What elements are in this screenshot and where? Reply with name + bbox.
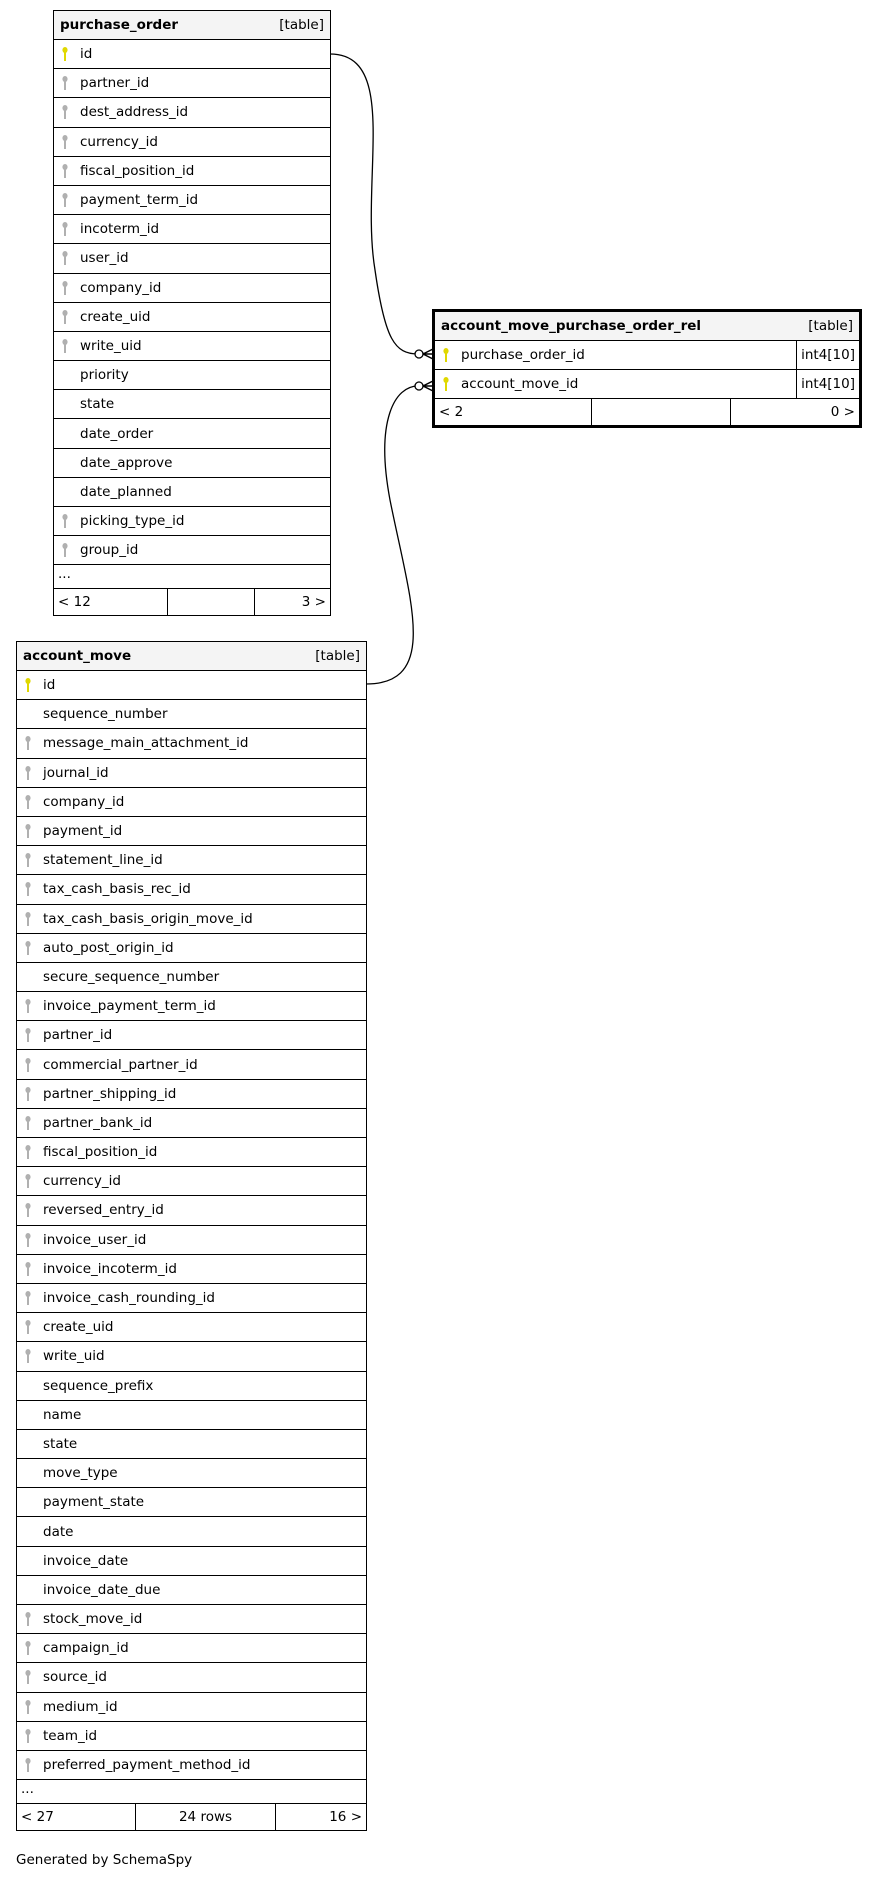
- foreign-key-icon: [54, 542, 76, 558]
- foreign-key-icon: [17, 1290, 39, 1306]
- column-row[interactable]: [17, 1517, 366, 1546]
- column-name: invoice_date_due: [43, 1581, 161, 1598]
- foreign-key-icon: [54, 221, 76, 237]
- foreign-key-icon: [17, 1728, 39, 1744]
- column-name: account_move_id: [461, 376, 579, 393]
- column-row[interactable]: [17, 1430, 366, 1459]
- zero-many-marker: [415, 382, 423, 390]
- column-row[interactable]: [54, 507, 330, 536]
- column-row[interactable]: [17, 1226, 366, 1255]
- table-header[interactable]: [54, 11, 330, 40]
- column-name: source_id: [43, 1669, 107, 1686]
- column-row[interactable]: [17, 963, 366, 992]
- table-kind: [table]: [315, 648, 360, 664]
- column-name: write_uid: [43, 1348, 105, 1365]
- column-row[interactable]: [17, 1488, 366, 1517]
- column-name: sequence_prefix: [43, 1377, 154, 1394]
- column-row[interactable]: [17, 1693, 366, 1722]
- column-row[interactable]: [17, 1255, 366, 1284]
- column-name: partner_bank_id: [43, 1114, 153, 1131]
- foreign-key-icon: [17, 794, 39, 810]
- table-kind: [table]: [808, 318, 853, 334]
- row-count: 24 rows: [136, 1804, 276, 1830]
- column-name: partner_shipping_id: [43, 1085, 177, 1102]
- column-row[interactable]: [17, 1138, 366, 1167]
- column-row[interactable]: [17, 934, 366, 963]
- column-row[interactable]: [54, 303, 330, 332]
- foreign-key-icon: [17, 1611, 39, 1627]
- column-name: company_id: [43, 793, 125, 810]
- column-row[interactable]: [435, 370, 859, 399]
- column-row[interactable]: [54, 419, 330, 448]
- row-count: [168, 589, 255, 615]
- column-row[interactable]: [54, 157, 330, 186]
- foreign-key-icon: [17, 998, 39, 1014]
- column-row[interactable]: [17, 1284, 366, 1313]
- table-name[interactable]: account_move: [23, 648, 132, 664]
- column-row[interactable]: [17, 1342, 366, 1371]
- foreign-key-icon: [17, 1057, 39, 1073]
- primary-key-icon: [435, 376, 457, 392]
- column-row[interactable]: [17, 1722, 366, 1751]
- more-columns: ...: [17, 1780, 366, 1804]
- column-name: dest_address_id: [80, 104, 189, 121]
- column-name: id: [43, 677, 56, 694]
- column-name: journal_id: [43, 764, 109, 781]
- row-count: [592, 399, 731, 425]
- column-name: invoice_date: [43, 1552, 129, 1569]
- foreign-key-icon: [54, 163, 76, 179]
- column-name: company_id: [80, 279, 162, 296]
- foreign-key-icon: [17, 1086, 39, 1102]
- primary-key-icon: [435, 347, 457, 363]
- foreign-key-icon: [17, 1027, 39, 1043]
- column-name: payment_state: [43, 1494, 145, 1511]
- column-name: fiscal_position_id: [80, 162, 195, 179]
- column-name: invoice_user_id: [43, 1231, 147, 1248]
- column-name: incoterm_id: [80, 221, 160, 238]
- column-name: priority: [80, 367, 129, 384]
- column-name: state: [80, 396, 115, 413]
- column-row[interactable]: [17, 1196, 366, 1225]
- column-name: name: [43, 1406, 82, 1423]
- column-row[interactable]: [17, 700, 366, 729]
- column-row[interactable]: [54, 128, 330, 157]
- column-row[interactable]: [17, 1313, 366, 1342]
- foreign-key-icon: [17, 1319, 39, 1335]
- column-name: payment_term_id: [80, 192, 199, 209]
- column-name: id: [80, 46, 93, 63]
- table-footer: [435, 399, 859, 425]
- foreign-key-icon: [54, 250, 76, 266]
- table-name[interactable]: purchase_order: [60, 17, 179, 33]
- column-name: preferred_payment_method_id: [43, 1757, 251, 1774]
- foreign-key-icon: [54, 338, 76, 354]
- column-row[interactable]: [54, 390, 330, 419]
- column-row[interactable]: [54, 186, 330, 215]
- column-name: invoice_payment_term_id: [43, 998, 216, 1015]
- foreign-key-icon: [54, 134, 76, 150]
- column-name: statement_line_id: [43, 852, 163, 869]
- column-name: message_main_attachment_id: [43, 735, 249, 752]
- foreign-key-icon: [17, 1173, 39, 1189]
- column-row[interactable]: [17, 1021, 366, 1050]
- column-name: date: [43, 1523, 74, 1540]
- foreign-key-icon: [54, 280, 76, 296]
- parents-count[interactable]: < 27: [17, 1804, 136, 1830]
- generated-by-label: Generated by SchemaSpy: [16, 1852, 193, 1868]
- column-name: purchase_order_id: [461, 347, 585, 364]
- column-row[interactable]: [17, 1050, 366, 1079]
- column-name: create_uid: [43, 1319, 114, 1336]
- column-row[interactable]: [17, 905, 366, 934]
- column-name: tax_cash_basis_rec_id: [43, 881, 191, 898]
- column-name: team_id: [43, 1727, 98, 1744]
- foreign-key-icon: [17, 1232, 39, 1248]
- column-name: user_id: [80, 250, 129, 267]
- foreign-key-icon: [17, 1669, 39, 1685]
- more-columns: ...: [54, 565, 330, 589]
- column-row[interactable]: [17, 992, 366, 1021]
- children-count[interactable]: 3 >: [301, 594, 326, 611]
- table-header[interactable]: [17, 642, 366, 671]
- column-row[interactable]: [17, 1167, 366, 1196]
- column-row[interactable]: [17, 1634, 366, 1663]
- column-name: campaign_id: [43, 1640, 129, 1657]
- table-footer: [17, 1804, 366, 1830]
- column-row[interactable]: [17, 1663, 366, 1692]
- foreign-key-icon: [17, 940, 39, 956]
- column-name: group_id: [80, 542, 139, 559]
- column-row[interactable]: [54, 69, 330, 98]
- column-name: fiscal_position_id: [43, 1144, 158, 1161]
- table-name[interactable]: account_move_purchase_order_rel: [441, 318, 702, 334]
- column-row[interactable]: [17, 1547, 366, 1576]
- table-purchase-order[interactable]: [53, 10, 331, 616]
- column-name: sequence_number: [43, 706, 168, 723]
- table-account-move-purchase-order-rel[interactable]: [432, 309, 862, 428]
- column-name: move_type: [43, 1465, 118, 1482]
- column-row[interactable]: [54, 215, 330, 244]
- column-row[interactable]: [17, 875, 366, 904]
- column-row[interactable]: [17, 817, 366, 846]
- column-row[interactable]: [17, 729, 366, 758]
- column-row[interactable]: [54, 536, 330, 565]
- column-name: tax_cash_basis_origin_move_id: [43, 910, 253, 927]
- column-row[interactable]: [17, 671, 366, 700]
- children-count[interactable]: 0 >: [830, 404, 855, 421]
- column-row[interactable]: [17, 1459, 366, 1488]
- column-row[interactable]: [17, 846, 366, 875]
- column-name: date_planned: [80, 483, 172, 500]
- column-name: date_order: [80, 425, 154, 442]
- foreign-key-icon: [17, 765, 39, 781]
- column-name: partner_id: [43, 1027, 113, 1044]
- zero-many-marker: [415, 350, 423, 358]
- column-name: commercial_partner_id: [43, 1056, 198, 1073]
- column-row[interactable]: [17, 1372, 366, 1401]
- column-row[interactable]: [17, 1080, 366, 1109]
- column-name: auto_post_origin_id: [43, 939, 174, 956]
- foreign-key-icon: [17, 1144, 39, 1160]
- foreign-key-icon: [54, 75, 76, 91]
- link-account-move-id: [366, 386, 418, 684]
- column-row[interactable]: [54, 361, 330, 390]
- column-name: medium_id: [43, 1698, 118, 1715]
- column-row[interactable]: [54, 332, 330, 361]
- column-name: invoice_incoterm_id: [43, 1260, 177, 1277]
- column-row[interactable]: [54, 478, 330, 507]
- column-name: payment_id: [43, 823, 123, 840]
- column-name: invoice_cash_rounding_id: [43, 1290, 215, 1307]
- column-row[interactable]: [17, 1401, 366, 1430]
- column-name: partner_id: [80, 75, 150, 92]
- column-row[interactable]: [17, 788, 366, 817]
- column-row[interactable]: [435, 341, 859, 370]
- table-footer: [54, 589, 330, 615]
- table-account-move[interactable]: [16, 641, 367, 1831]
- foreign-key-icon: [54, 104, 76, 120]
- column-row[interactable]: [17, 759, 366, 788]
- column-row[interactable]: [54, 274, 330, 303]
- column-name: stock_move_id: [43, 1611, 143, 1628]
- foreign-key-icon: [17, 823, 39, 839]
- table-header[interactable]: [435, 312, 859, 341]
- foreign-key-icon: [17, 1115, 39, 1131]
- children-count[interactable]: 16 >: [329, 1809, 362, 1826]
- column-row[interactable]: [17, 1109, 366, 1138]
- column-row[interactable]: [54, 40, 330, 69]
- table-kind: [table]: [279, 17, 324, 33]
- foreign-key-icon: [17, 852, 39, 868]
- foreign-key-icon: [17, 1640, 39, 1656]
- column-name: create_uid: [80, 308, 151, 325]
- foreign-key-icon: [17, 881, 39, 897]
- column-name: write_uid: [80, 337, 142, 354]
- foreign-key-icon: [54, 513, 76, 529]
- column-name: date_approve: [80, 454, 173, 471]
- column-type: int4[10]: [796, 370, 859, 398]
- foreign-key-icon: [17, 1261, 39, 1277]
- foreign-key-icon: [54, 309, 76, 325]
- parents-count[interactable]: < 2: [435, 399, 592, 425]
- foreign-key-icon: [17, 1699, 39, 1715]
- column-row[interactable]: [54, 244, 330, 273]
- column-name: picking_type_id: [80, 513, 185, 530]
- foreign-key-icon: [17, 735, 39, 751]
- column-name: reversed_entry_id: [43, 1202, 164, 1219]
- foreign-key-icon: [17, 1757, 39, 1773]
- column-name: currency_id: [43, 1173, 121, 1190]
- column-row[interactable]: [17, 1751, 366, 1780]
- column-name: state: [43, 1435, 78, 1452]
- primary-key-icon: [17, 677, 39, 693]
- foreign-key-icon: [17, 911, 39, 927]
- foreign-key-icon: [17, 1202, 39, 1218]
- primary-key-icon: [54, 46, 76, 62]
- column-name: secure_sequence_number: [43, 968, 220, 985]
- column-row[interactable]: [54, 98, 330, 127]
- parents-count[interactable]: < 12: [54, 589, 168, 615]
- column-row[interactable]: [54, 449, 330, 478]
- foreign-key-icon: [54, 192, 76, 208]
- column-name: currency_id: [80, 133, 158, 150]
- column-type: int4[10]: [796, 341, 859, 369]
- column-row[interactable]: [17, 1605, 366, 1634]
- column-row[interactable]: [17, 1576, 366, 1605]
- foreign-key-icon: [17, 1348, 39, 1364]
- link-purchase-order-id: [330, 54, 418, 354]
